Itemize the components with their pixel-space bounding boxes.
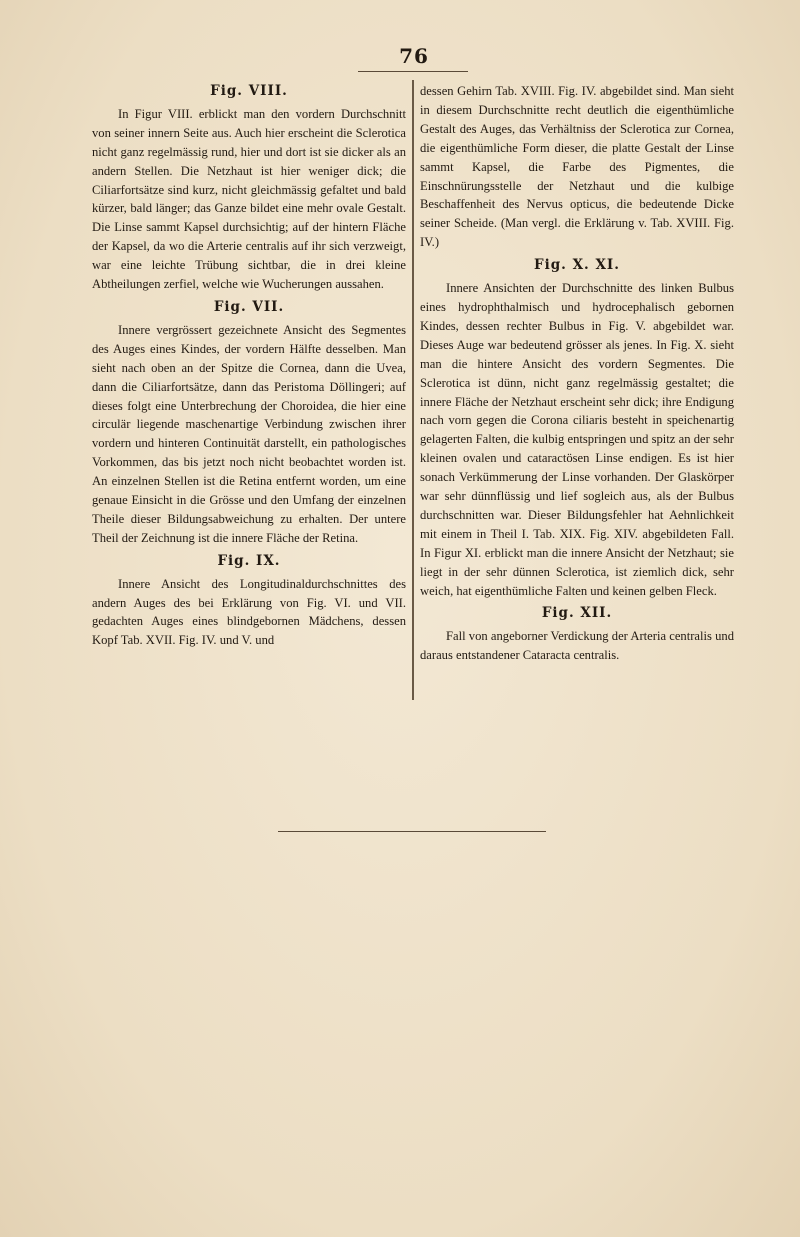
paragraph-fig-xii: Fall von angeborner Verdickung der Arteria centralis und daraus entstandener Cataracta centralis. bbox=[420, 629, 734, 663]
paragraph-fig-ix-continued: dessen Gehirn Tab. XVIII. Fig. IV. abgebildet sind. Man sieht in diesem Durchschnitte recht deutlich die eigenthümliche Gestalt des Auges, das Verhältniss der Sclerotica zur Cornea, die eigenthümliche Form dieser, die platte Gestalt der Linse sammt Kapsel, die Farbe des Pigmentes, die Einschnürungsstelle der Netzhaut und die kulbige Beschaffenheit des Nervus opticus, die bedeutende Dicke seiner Scheide. (Man vergl. die Erklärung v. Tab. XVIII. Fig. IV.) bbox=[420, 84, 734, 250]
figure-heading-vii: Fig. VII. bbox=[213, 298, 285, 315]
header-rule bbox=[358, 71, 468, 72]
paragraph-fig-vii: Innere vergrössert gezeichnete Ansicht des Segmentes des Auges eines Kindes, der vordern Hälfte desselben. Man sieht nach oben an der Spitze die Cornea, dann die Uvea, dann die Ciliarfortsätze, dann das Peristoma Döllingeri; auf dieses folgt eine Unterbrechung der Choroidea, die hier eine circulär liegende maschenartige Verbindung zwischen ihrer vordern und hinteren Continuität darstellt, ein pathologisches Vorkommen, das bis jetzt noch nicht beobachtet worden ist. An einzelnen Stellen ist die Retina entfernt worden, um eine genaue Einsicht in die Grösse und den Umfang der einzelnen Theile dieser Bildungsabweichung zu erhalten. Der untere Theil der Zeichnung ist die innere Fläche der Retina. bbox=[92, 322, 406, 545]
paragraph-fig-x-xi: Innere Ansichten der Durchschnitte des linken Bulbus eines hydrophthalmisch und hydrocephalisch gebornen Kindes, dessen rechter Bulbus in Fig. V. abgebildet war. Dieses Auge war bedeutend grösser als jenes. In Fig. X. sieht man die hintere Ansicht des vordern Segmentes. Die Sclerotica ist dünn, nicht ganz regelmässig gestaltet; die innere Fläche der Netzhaut erscheint sehr dick; ihre Endigung nach vorn gegen die Corona ciliaris besteht in speichenartig gelagerten Falten, die kulbig entspringen und spitz an der sehr kleinen ovalen und cataractösen Linse endigen. Es ist hier sonach Verkümmerung der Linse vorhanden. Der Glaskörper war sehr dünnflüssig und lief sogleich aus, als der Bulbus durchschnitten war. Dieser Bildungsfehler hat Aehnlichkeit mit einem in Theil I. Tab. XIX. Fig. XIV. abgebildeten Fall. In Figur XI. erblickt man die innere Ansicht der Netzhaut; sie liegt in der sehr dünnen Sclerotica, ist ziemlich dick, sehr weich, hat eigenthümliche Falten und keinen gelben Fleck. bbox=[420, 281, 734, 598]
column-divider bbox=[412, 80, 414, 700]
figure-heading-ix: Fig. IX. bbox=[217, 552, 281, 569]
paragraph-fig-viii: In Figur VIII. erblickt man den vordern Durchschnitt von seiner innern Seite aus. Auch hier erscheint die Sclerotica nicht ganz regelmässig rund, hier und dort ist sie dicker als an andern Stellen. Die Netzhaut ist hier weniger dick; die Ciliarfortsätze sind kurz, nicht gleichmässig gefaltet und bald kürzer, bald länger; das Ganze bildet eine mehr ovale Gestalt. Die Linse sammt Kapsel durchsichtig; auf der hintern Fläche der Kapsel, da wo die Arterie centralis auf ihr sich verzweigt, war eine leichte Trübung sichtbar, die in drei kleine Abtheilungen zerfiel, welche wie Wucherungen aussahen. bbox=[92, 106, 406, 292]
paragraph-fig-ix: Innere Ansicht des Longitudinaldurchschnittes des andern Auges des bei Erklärung von Fig. VI. und VII. gedachten Auges eines blindgebornen Mädchens, dessen Kopf Tab. XVII. Fig. IV. und V. und bbox=[92, 576, 406, 648]
figure-heading-xii: Fig. XII. bbox=[541, 605, 613, 622]
figure-heading-viii: Fig. VIII. bbox=[210, 83, 288, 99]
footer-rule bbox=[278, 831, 546, 832]
page-number: 76 bbox=[399, 44, 429, 68]
right-column bbox=[420, 82, 734, 665]
left-column bbox=[92, 82, 406, 650]
figure-heading-x-xi: Fig. X. XI. bbox=[534, 257, 620, 274]
